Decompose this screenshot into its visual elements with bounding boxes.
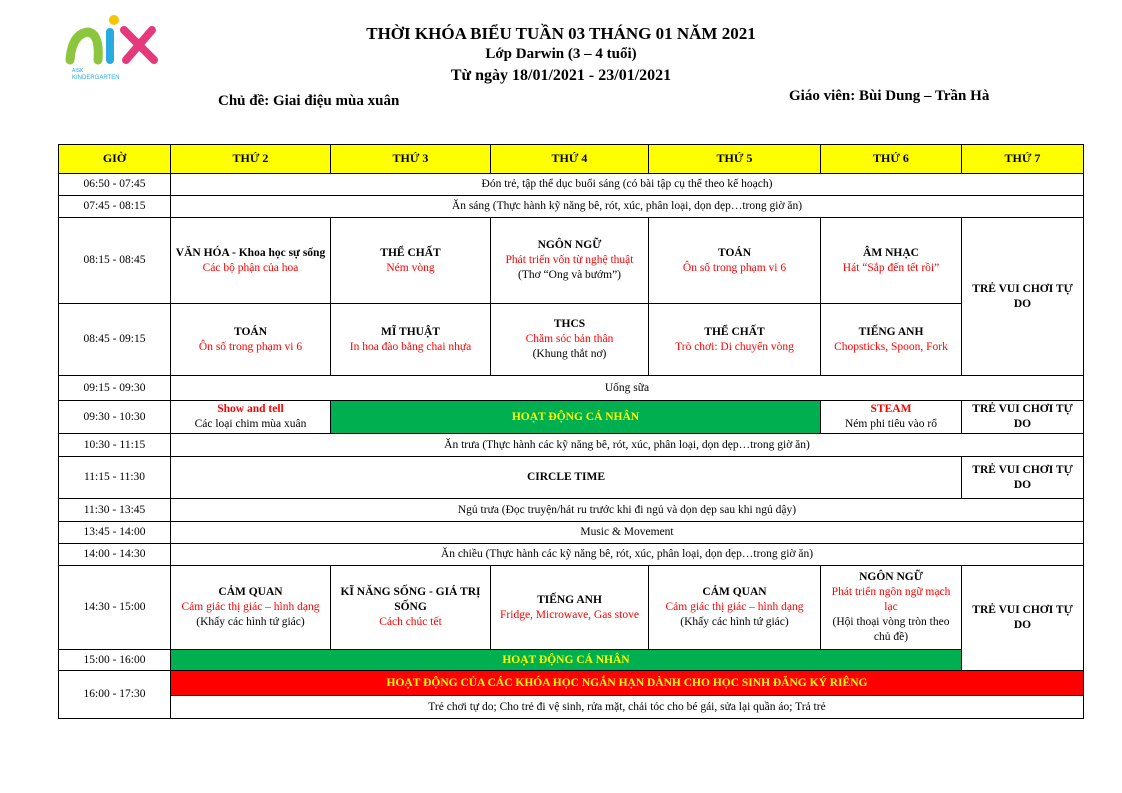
subject-detail: Fridge, Microwave, Gas stove	[500, 608, 639, 621]
free-play-cell: TRẺ VUI CHƠI TỰ DO	[962, 218, 1084, 376]
table-row	[59, 376, 1084, 401]
subject-detail: Ném phi tiêu vào rổ	[845, 418, 937, 430]
activity-cell	[491, 566, 649, 650]
subject-title: MĨ THUẬT	[381, 325, 440, 338]
subject-title: CẢM QUAN	[218, 586, 283, 599]
activity-cell	[649, 566, 821, 650]
activity-cell	[821, 401, 962, 434]
col-header: THỨ 6	[821, 145, 962, 174]
subject-title: NGÔN NGỮ	[537, 239, 602, 252]
table-row	[59, 544, 1084, 566]
subject-note: (Khấy các hình tứ giác)	[196, 615, 305, 628]
subject-title: TIẾNG ANH	[858, 325, 924, 338]
activity-cell: Đón trẻ, tập thể dục buổi sáng (có bài tập cụ thể theo kế hoạch)	[171, 174, 1084, 196]
table-row	[59, 196, 1084, 218]
table-row	[59, 650, 1084, 671]
activity-cell: Ăn sáng (Thực hành kỹ năng bê, rót, xúc, phân loại, dọn dẹp…trong giờ ăn)	[171, 196, 1084, 218]
subject-title: KĨ NĂNG SỐNG - GIÁ TRỊ SỐNG	[340, 586, 481, 614]
short-course-cell: HOẠT ĐỘNG CỦA CÁC KHÓA HỌC NGẮN HẠN DÀNH CHO HỌC SINH ĐĂNG KÝ RIÊNG	[171, 671, 1084, 696]
time-cell: 13:45 - 14:00	[59, 522, 171, 544]
logo-subtext: KINDERGARTEN	[72, 75, 120, 81]
time-cell: 11:30 - 13:45	[59, 499, 171, 522]
logo-text: AISK	[72, 68, 84, 74]
subject-detail: In hoa đào bằng chai nhựa	[349, 340, 472, 353]
subject-title: ÂM NHẠC	[863, 246, 919, 259]
time-cell: 14:00 - 14:30	[59, 544, 171, 566]
subject-detail: Cảm giác thị giác – hình dạng	[665, 601, 804, 614]
time-cell: 15:00 - 16:00	[59, 650, 171, 671]
subject-detail: Chăm sóc bản thân	[525, 333, 614, 346]
activity-cell: Ăn chiều (Thực hành các kỹ năng bê, rót, xúc, phân loại, dọn dẹp…trong giờ ăn)	[171, 544, 1084, 566]
subject-detail: Phát triển ngôn ngữ mạch lạc	[831, 586, 951, 614]
subject-detail: Ôn số trong phạm vi 6	[682, 261, 787, 274]
activity-cell: Trẻ chơi tự do; Cho trẻ đi vệ sinh, rửa mặt, chải tóc cho bé gái, sửa lại quần áo; Trả trẻ	[171, 696, 1084, 719]
subject-title: THỂ CHẤT	[380, 246, 441, 259]
topic: Chủ đề: Giai điệu mùa xuân	[218, 93, 400, 109]
subject-title: VĂN HÓA - Khoa học sự sống	[175, 246, 326, 259]
header-row	[59, 145, 1084, 174]
time-cell: 07:45 - 08:15	[59, 196, 171, 218]
subject-detail: Trò chơi: Di chuyển vòng	[675, 340, 794, 353]
activity-cell	[171, 401, 331, 434]
activity-cell	[821, 218, 962, 304]
subject-detail: Các loại chim mùa xuân	[194, 418, 307, 430]
time-cell: 09:30 - 10:30	[59, 401, 171, 434]
activity-cell	[491, 304, 649, 376]
free-play-cell: TRẺ VUI CHƠI TỰ DO	[962, 401, 1084, 434]
table-row	[59, 522, 1084, 544]
subject-note: (Hội thoại vòng tròn theo chủ đề)	[832, 615, 950, 643]
activity-cell	[171, 566, 331, 650]
activity-cell	[171, 218, 331, 304]
free-play-cell: TRẺ VUI CHƠI TỰ DO	[962, 457, 1084, 499]
subject-detail: Ôn số trong phạm vi 6	[198, 340, 303, 353]
activity-cell	[821, 304, 962, 376]
free-play-cell: TRẺ VUI CHƠI TỰ DO	[962, 566, 1084, 671]
subject-detail: Cách chúc tết	[379, 615, 442, 628]
activity-cell: Ngủ trưa (Đọc truyện/hát ru trước khi đi ngủ và dọn dẹp sau khi ngủ dậy)	[171, 499, 1084, 522]
time-cell: 08:15 - 08:45	[59, 218, 171, 304]
class-line: Lớp Darwin (3 – 4 tuổi)	[485, 46, 637, 62]
subject-detail: Các bộ phận của hoa	[202, 261, 299, 274]
activity-cell	[171, 304, 331, 376]
subject-title: TOÁN	[233, 325, 268, 338]
subject-detail: Phát triển vốn từ nghệ thuật	[505, 254, 634, 267]
time-cell: 06:50 - 07:45	[59, 174, 171, 196]
activity-cell	[331, 304, 491, 376]
individual-activity-cell: HOẠT ĐỘNG CÁ NHÂN	[331, 401, 821, 434]
subject-detail: Chopsticks, Spoon, Fork	[834, 340, 948, 353]
col-header: GIỜ	[59, 145, 171, 174]
table-row	[59, 401, 1084, 434]
date-range: Từ ngày 18/01/2021 - 23/01/2021	[450, 67, 672, 84]
col-header: THỨ 5	[649, 145, 821, 174]
timetable	[58, 144, 1084, 719]
activity-cell	[491, 218, 649, 304]
col-header: THỨ 3	[331, 145, 491, 174]
activity-cell	[821, 566, 962, 650]
subject-title: Show and tell	[217, 403, 284, 416]
subject-title: STEAM	[870, 403, 912, 416]
subject-detail: Ném vòng	[386, 261, 435, 274]
table-row	[59, 434, 1084, 457]
table-row	[59, 499, 1084, 522]
activity-cell: Music & Movement	[171, 522, 1084, 544]
subject-title: TOÁN	[717, 246, 752, 259]
subject-title: NGÔN NGỮ	[859, 571, 923, 584]
table-row	[59, 218, 1084, 304]
activity-cell: Ăn trưa (Thực hành các kỹ năng bê, rót, xúc, phân loại, dọn dẹp…trong giờ ăn)	[171, 434, 1084, 457]
col-header: THỨ 7	[962, 145, 1084, 174]
subject-title: CẢM QUAN	[702, 586, 767, 599]
time-cell: 08:45 - 09:15	[59, 304, 171, 376]
activity-cell	[649, 218, 821, 304]
subject-detail: Hát “Sắp đến tết rồi”	[842, 261, 940, 274]
time-cell: 16:00 - 17:30	[59, 671, 171, 719]
activity-cell	[331, 566, 491, 650]
subject-note: (Thơ “Ong và bướm”)	[517, 268, 622, 281]
subject-title: THỂ CHẤT	[704, 325, 765, 338]
time-cell: 14:30 - 15:00	[59, 566, 171, 650]
subject-title: THCS	[553, 318, 586, 331]
subject-note: (Khung thắt nơ)	[532, 347, 607, 360]
table-row	[59, 457, 1084, 499]
subject-note: (Khấy các hình tứ giác)	[680, 615, 789, 628]
table-row	[59, 671, 1084, 696]
subject-title: TIẾNG ANH	[537, 593, 602, 606]
activity-cell: Uống sữa	[171, 376, 1084, 401]
page-title: THỜI KHÓA BIỂU TUẦN 03 THÁNG 01 NĂM 2021	[366, 24, 756, 43]
table-row	[59, 696, 1084, 719]
subject-detail: Cảm giác thị giác – hình dạng	[181, 601, 320, 614]
teacher: Giáo viên: Bùi Dung – Trần Hà	[789, 88, 990, 104]
table-row	[59, 304, 1084, 376]
col-header: THỨ 2	[171, 145, 331, 174]
individual-activity-cell: HOẠT ĐỘNG CÁ NHÂN	[171, 650, 962, 671]
activity-cell	[649, 304, 821, 376]
col-header: THỨ 4	[491, 145, 649, 174]
table-row	[59, 566, 1084, 650]
time-cell: 11:15 - 11:30	[59, 457, 171, 499]
table-row	[59, 174, 1084, 196]
time-cell: 10:30 - 11:15	[59, 434, 171, 457]
time-cell: 09:15 - 09:30	[59, 376, 171, 401]
circle-time-cell: CIRCLE TIME	[171, 457, 962, 499]
activity-cell	[331, 218, 491, 304]
